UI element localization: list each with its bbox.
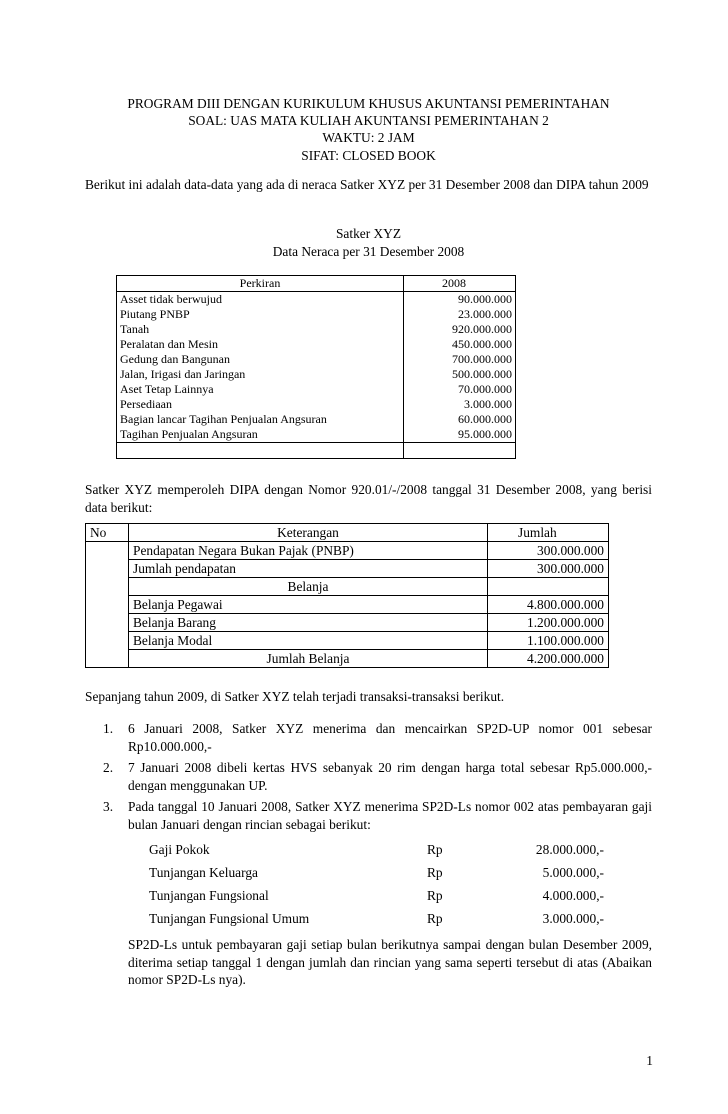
gaji-currency: Rp — [427, 888, 443, 903]
empty-cell — [117, 443, 404, 459]
row-value: 500.000.000 — [404, 367, 516, 382]
gaji-amount: 4.000.000,- — [542, 888, 604, 903]
row-label: Aset Tetap Lainnya — [117, 382, 404, 397]
row-value: 700.000.000 — [404, 352, 516, 367]
row-value: 60.000.000 — [404, 412, 516, 427]
no-cell — [86, 596, 129, 614]
col-no: No — [86, 524, 129, 542]
closing-paragraph: SP2D-Ls untuk pembayaran gaji setiap bulan berikutnya sampai dengan bulan Desember 2009, diterima setiap tanggal 1 dengan jumlah dan rincian yang sama seperti tersebut di atas (Abaikan nomor SP2D-Ls nya). — [128, 937, 652, 987]
list-text: 6 Januari 2008, Satker XYZ menerima dan mencairkan SP2D-UP nomor 001 sebesar Rp10.000.000,- — [128, 721, 652, 754]
neraca-subtitle: Data Neraca per 31 Desember 2008 — [272, 244, 465, 259]
row-value: 920.000.000 — [404, 322, 516, 337]
transactions-intro: Sepanjang tahun 2009, di Satker XYZ telah terjadi transaksi-transaksi berikut. — [85, 689, 505, 704]
transactions-list — [85, 720, 652, 837]
col-jumlah: Jumlah — [488, 524, 609, 542]
gaji-currency: Rp — [427, 911, 443, 926]
row-label: Persediaan — [117, 397, 404, 412]
col-perkiran: Perkiran — [117, 276, 404, 292]
header-line-waktu: WAKTU: 2 JAM — [322, 130, 415, 146]
dipa-intro-paragraph: Satker XYZ memperoleh DIPA dengan Nomor 920.01/-/2008 tanggal 31 Desember 2008, yang berisi data berikut: — [85, 482, 652, 515]
table-row — [117, 307, 516, 322]
table-row — [117, 322, 516, 337]
table-row — [86, 596, 609, 614]
row-value: 300.000.000 — [488, 560, 609, 578]
row-value: 23.000.000 — [404, 307, 516, 322]
table-empty-row — [117, 443, 516, 459]
gaji-breakdown — [149, 841, 629, 933]
dipa-table — [85, 523, 609, 668]
list-item — [85, 798, 652, 833]
belanja-header: Belanja — [129, 578, 488, 596]
header-line-program: PROGRAM DIII DENGAN KURIKULUM KHUSUS AKUNTANSI PEMERINTAHAN — [127, 96, 610, 111]
gaji-row — [149, 887, 629, 910]
row-label: Piutang PNBP — [117, 307, 404, 322]
col-keterangan: Keterangan — [129, 524, 488, 542]
list-text: 7 Januari 2008 dibeli kertas HVS sebanyak 20 rim dengan harga total sebesar Rp5.000.000,- dengan menggunakan UP. — [128, 760, 652, 793]
empty-cell — [404, 443, 516, 459]
intro-paragraph: Berikut ini adalah data-data yang ada di neraca Satker XYZ per 31 Desember 2008 dan DIPA tahun 2009 — [85, 177, 649, 192]
row-value: 3.000.000 — [404, 397, 516, 412]
row-label: Belanja Pegawai — [129, 596, 488, 614]
table-row — [117, 337, 516, 352]
row-value: 4.200.000.000 — [488, 650, 609, 668]
list-number: 3. — [103, 799, 114, 814]
table-row — [86, 614, 609, 632]
row-value: 4.800.000.000 — [488, 596, 609, 614]
empty-cell — [488, 578, 609, 596]
no-cell — [86, 578, 129, 596]
row-label: Peralatan dan Mesin — [117, 337, 404, 352]
neraca-header-row — [117, 276, 516, 292]
header-line-soal: SOAL: UAS MATA KULIAH AKUNTANSI PEMERINTAHAN 2 — [188, 113, 549, 129]
table-row — [86, 578, 609, 596]
gaji-amount: 5.000.000,- — [542, 865, 604, 880]
gaji-row — [149, 841, 629, 864]
row-label: Jumlah Belanja — [129, 650, 488, 668]
list-text: Pada tanggal 10 Januari 2008, Satker XYZ menerima SP2D-Ls nomor 002 atas pembayaran gaji bulan Januari dengan rincian sebagai berikut: — [128, 799, 652, 832]
gaji-label: Tunjangan Fungsional Umum — [149, 911, 310, 926]
row-label: Jumlah pendapatan — [129, 560, 488, 578]
row-label: Gedung dan Bangunan — [117, 352, 404, 367]
no-cell — [86, 650, 129, 668]
row-label: Tagihan Penjualan Angsuran — [117, 427, 404, 443]
list-number: 2. — [103, 760, 114, 775]
list-item — [85, 759, 652, 794]
table-row — [117, 427, 516, 443]
table-row — [86, 560, 609, 578]
neraca-title: Satker XYZ — [335, 226, 402, 241]
gaji-row — [149, 864, 629, 887]
gaji-amount: 28.000.000,- — [535, 842, 604, 857]
table-row — [86, 542, 609, 560]
table-row — [86, 632, 609, 650]
no-cell — [86, 614, 129, 632]
gaji-label: Gaji Pokok — [149, 842, 210, 857]
row-value: 95.000.000 — [404, 427, 516, 443]
gaji-row — [149, 910, 629, 933]
row-value: 1.200.000.000 — [488, 614, 609, 632]
table-row — [86, 650, 609, 668]
row-value: 300.000.000 — [488, 542, 609, 560]
row-label: Tanah — [117, 322, 404, 337]
row-label: Bagian lancar Tagihan Penjualan Angsuran — [117, 412, 404, 427]
row-label: Belanja Barang — [129, 614, 488, 632]
row-label: Belanja Modal — [129, 632, 488, 650]
row-value: 450.000.000 — [404, 337, 516, 352]
gaji-currency: Rp — [427, 865, 443, 880]
row-label: Pendapatan Negara Bukan Pajak (PNBP) — [129, 542, 488, 560]
gaji-amount: 3.000.000,- — [542, 911, 604, 926]
row-value: 90.000.000 — [404, 292, 516, 308]
col-year: 2008 — [404, 276, 516, 292]
row-label: Jalan, Irigasi dan Jaringan — [117, 367, 404, 382]
dipa-header-row — [86, 524, 609, 542]
table-row — [117, 292, 516, 308]
row-value: 1.100.000.000 — [488, 632, 609, 650]
no-cell — [86, 560, 129, 578]
list-number: 1. — [103, 721, 114, 736]
gaji-label: Tunjangan Keluarga — [149, 865, 258, 880]
neraca-table — [116, 275, 516, 459]
table-row — [117, 352, 516, 367]
gaji-currency: Rp — [427, 842, 443, 857]
gaji-label: Tunjangan Fungsional — [149, 888, 269, 903]
table-row — [117, 367, 516, 382]
document-header — [85, 95, 652, 164]
table-row — [117, 412, 516, 427]
row-value: 70.000.000 — [404, 382, 516, 397]
header-line-sifat: SIFAT: CLOSED BOOK — [301, 147, 436, 163]
row-label: Asset tidak berwujud — [117, 292, 404, 308]
list-item — [85, 720, 652, 755]
no-cell — [86, 542, 129, 560]
no-cell — [86, 632, 129, 650]
table-row — [117, 382, 516, 397]
page-number: 1 — [646, 1053, 653, 1068]
table-row — [117, 397, 516, 412]
